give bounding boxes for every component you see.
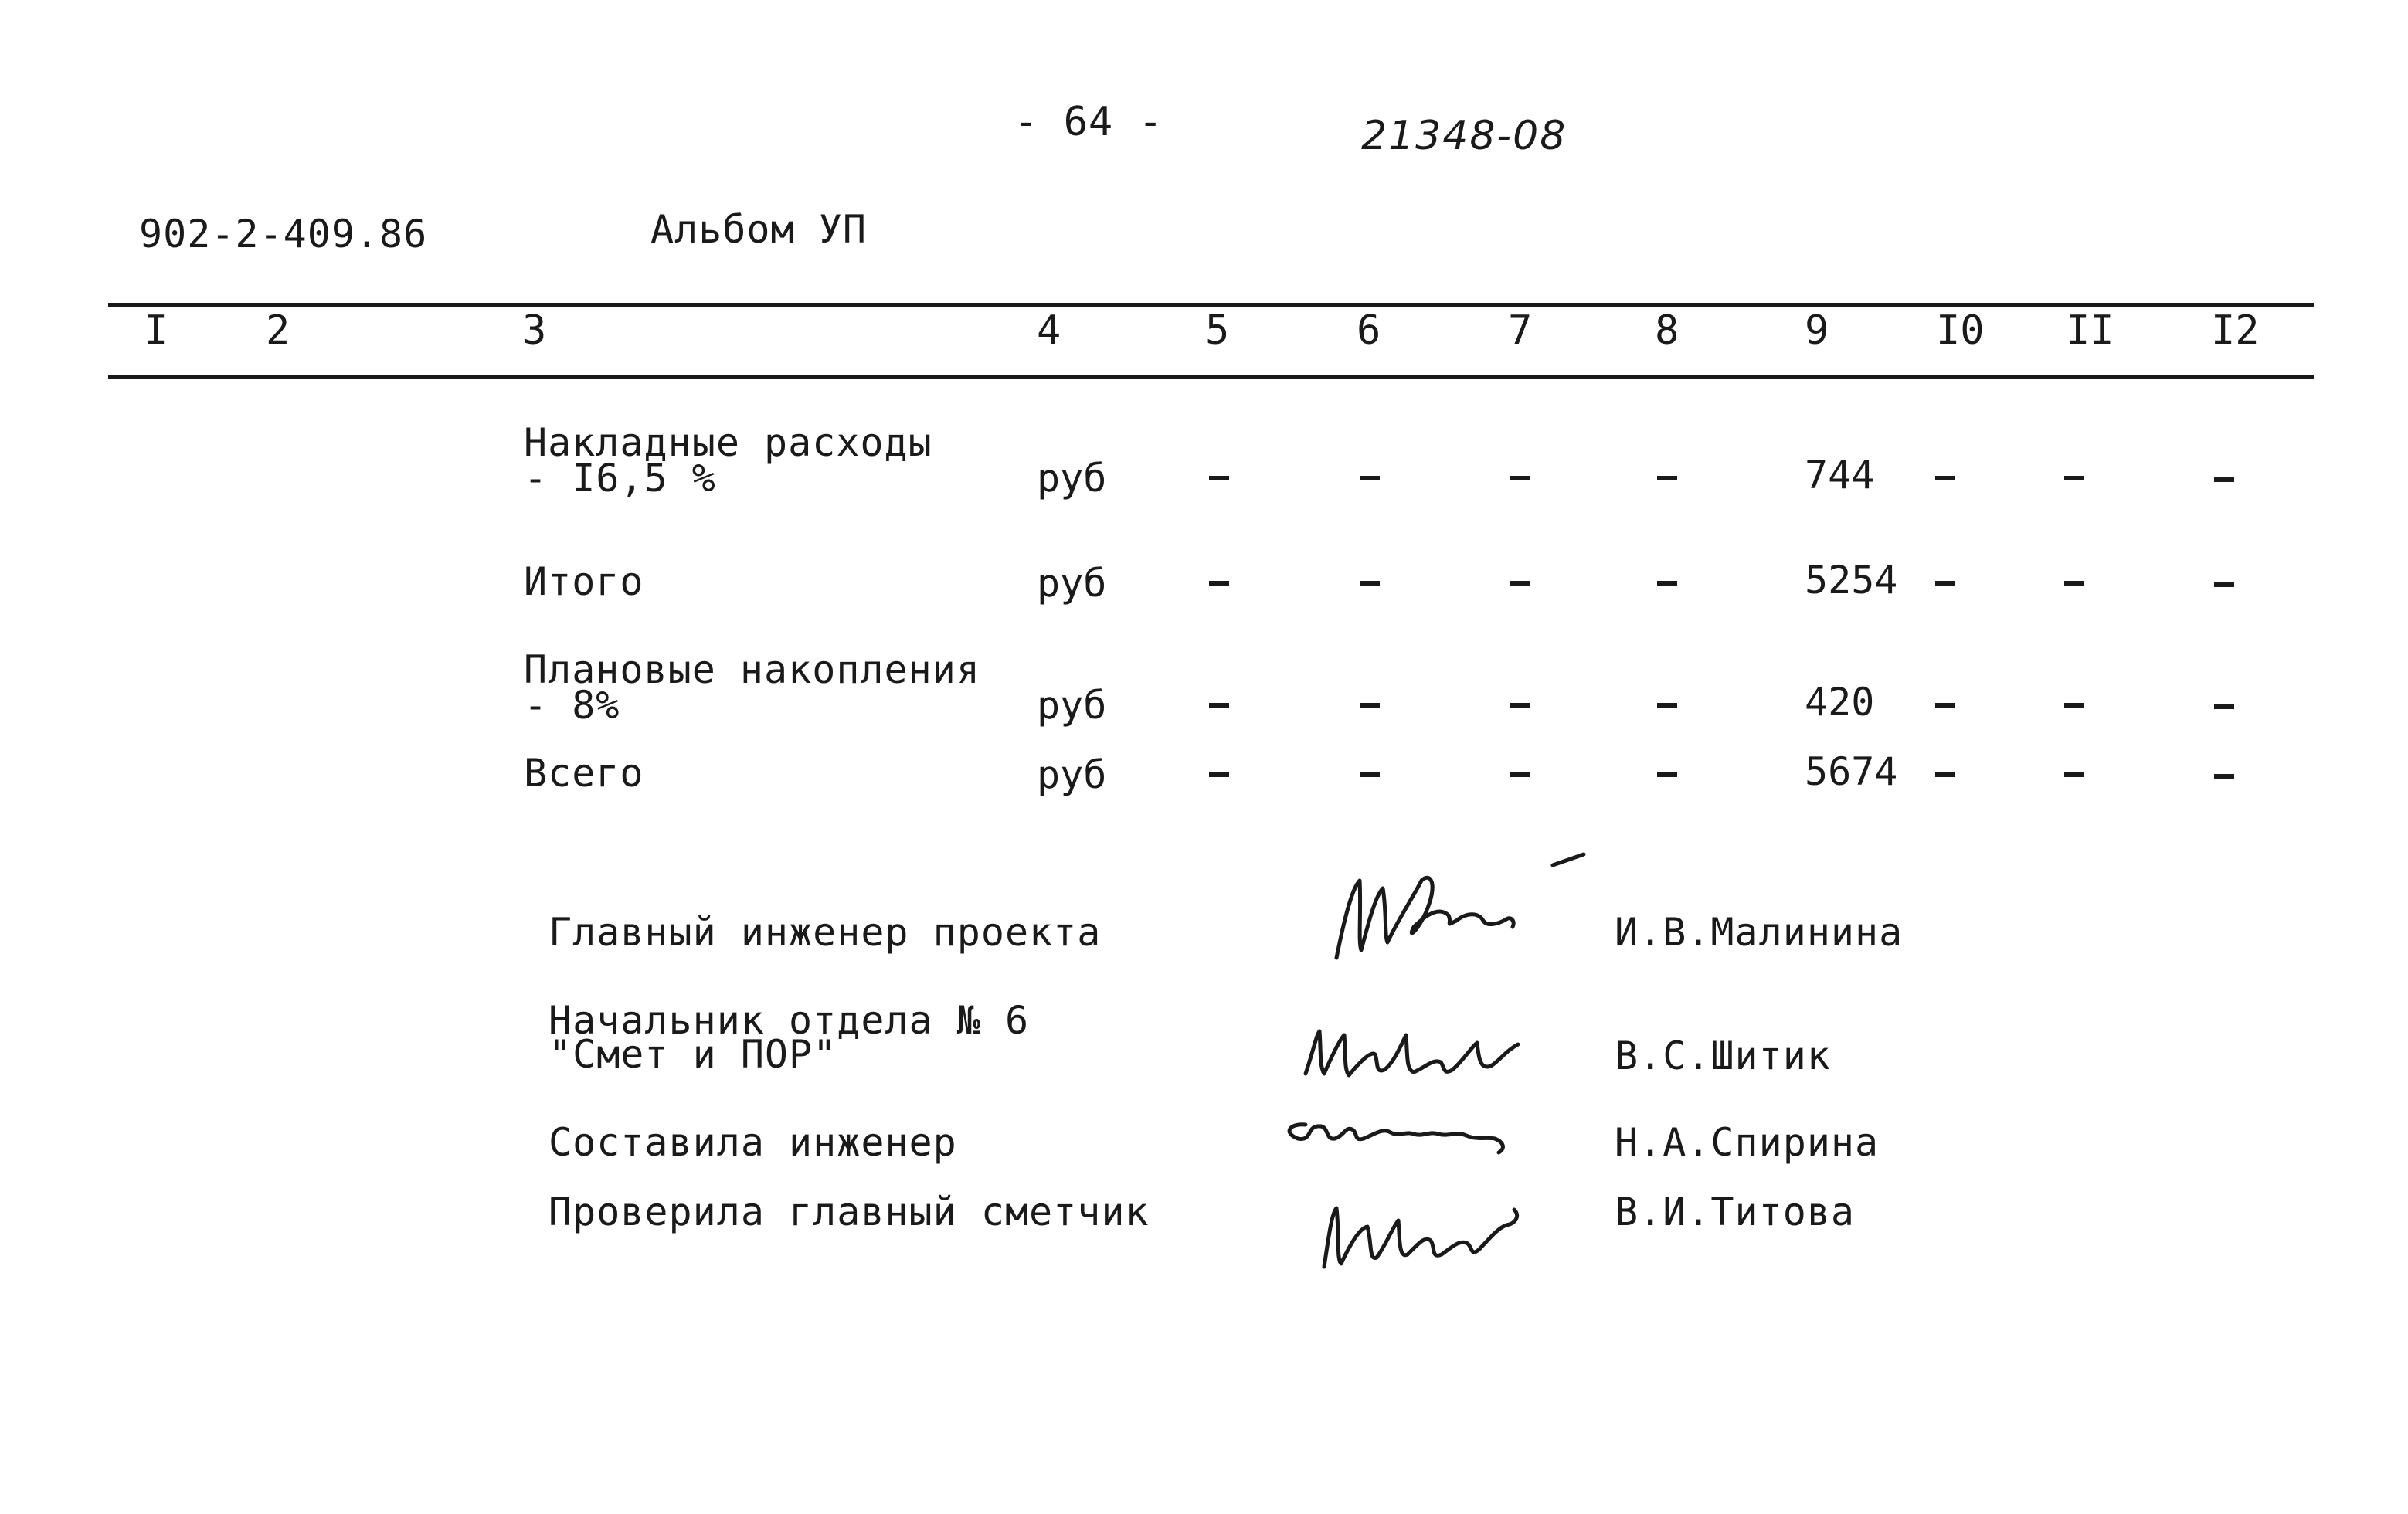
column-header-10: I0 (1936, 307, 1985, 354)
empty-cell-dash (1209, 772, 1229, 777)
column-header-6: 6 (1357, 307, 1381, 354)
empty-cell-dash (1209, 581, 1229, 586)
unit-cell: руб (1037, 456, 1107, 501)
empty-cell-dash (2214, 582, 2234, 587)
empty-cell-dash (1935, 476, 1955, 480)
empty-cell-dash (1657, 476, 1677, 480)
empty-cell-dash (2064, 581, 2084, 586)
table-top-rule (108, 303, 2314, 307)
column-header-11: II (2066, 307, 2114, 354)
empty-cell-dash (1360, 581, 1380, 586)
empty-cell-dash (1510, 581, 1530, 586)
empty-cell-dash (2214, 774, 2234, 779)
empty-cell-dash (1935, 703, 1955, 708)
empty-cell-dash (1209, 703, 1229, 708)
signature-role: Составила инженер (549, 1120, 957, 1165)
handwritten-signature-3 (1275, 1109, 1522, 1163)
empty-cell-dash (2064, 772, 2084, 777)
unit-cell: руб (1037, 561, 1107, 606)
row-label-line: Накладные расходы (524, 420, 932, 465)
row-label-line: Плановые накопления (524, 647, 980, 692)
empty-cell-dash (1657, 581, 1677, 586)
empty-cell-dash (2214, 704, 2234, 709)
signature-name: В.И.Титова (1615, 1190, 1856, 1234)
value-cell: 420 (1805, 680, 1875, 725)
signature-role: "Смет и ПОР" (549, 1032, 837, 1077)
row-label-line: - 8% (524, 683, 620, 728)
handwritten-signature-2 (1298, 1020, 1530, 1089)
signature-name: Н.А.Спирина (1615, 1120, 1880, 1165)
empty-cell-dash (1935, 581, 1955, 586)
row-label-line: Всего (524, 751, 644, 796)
unit-cell: руб (1037, 752, 1107, 797)
column-header-7: 7 (1508, 307, 1533, 354)
column-header-12: I2 (2211, 307, 2260, 354)
column-header-3: 3 (522, 307, 547, 354)
signature-name: И.В.Малинина (1615, 910, 1904, 955)
empty-cell-dash (1209, 476, 1229, 480)
handwritten-signature-4 (1313, 1190, 1530, 1282)
empty-cell-dash (2064, 476, 2084, 480)
signature-role: Начальник отдела № 6 (549, 998, 1030, 1043)
document-code: 21348-08 (1361, 113, 1567, 159)
value-cell: 5674 (1805, 749, 1898, 794)
empty-cell-dash (1657, 703, 1677, 708)
empty-cell-dash (1935, 772, 1955, 777)
empty-cell-dash (1510, 703, 1530, 708)
value-cell: 5254 (1805, 558, 1898, 603)
empty-cell-dash (2214, 477, 2234, 482)
column-header-2: 2 (266, 307, 290, 354)
empty-cell-dash (1360, 476, 1380, 480)
row-label-line: - I6,5 % (524, 456, 716, 501)
signature-role: Главный инженер проекта (549, 910, 1102, 955)
empty-cell-dash (2064, 703, 2084, 708)
signature-name: В.С.Шитик (1615, 1034, 1831, 1078)
empty-cell-dash (1657, 772, 1677, 777)
album-title: Альбом УП (650, 207, 867, 252)
empty-cell-dash (1510, 476, 1530, 480)
column-header-9: 9 (1805, 307, 1829, 354)
table-header-rule (108, 375, 2314, 379)
column-header-4: 4 (1037, 307, 1061, 354)
empty-cell-dash (1360, 703, 1380, 708)
page-number: - 64 - (1014, 99, 1163, 145)
handwritten-signature-1 (1313, 850, 1530, 973)
empty-cell-dash (1510, 772, 1530, 777)
signature-role: Проверила главный сметчик (549, 1190, 1150, 1234)
column-header-1: I (144, 307, 168, 354)
series-number: 902-2-409.86 (139, 212, 428, 256)
column-header-5: 5 (1205, 307, 1230, 354)
empty-cell-dash (1360, 772, 1380, 777)
column-header-8: 8 (1655, 307, 1679, 354)
value-cell: 744 (1805, 453, 1875, 497)
unit-cell: руб (1037, 683, 1107, 728)
row-label-line: Итого (524, 559, 644, 604)
